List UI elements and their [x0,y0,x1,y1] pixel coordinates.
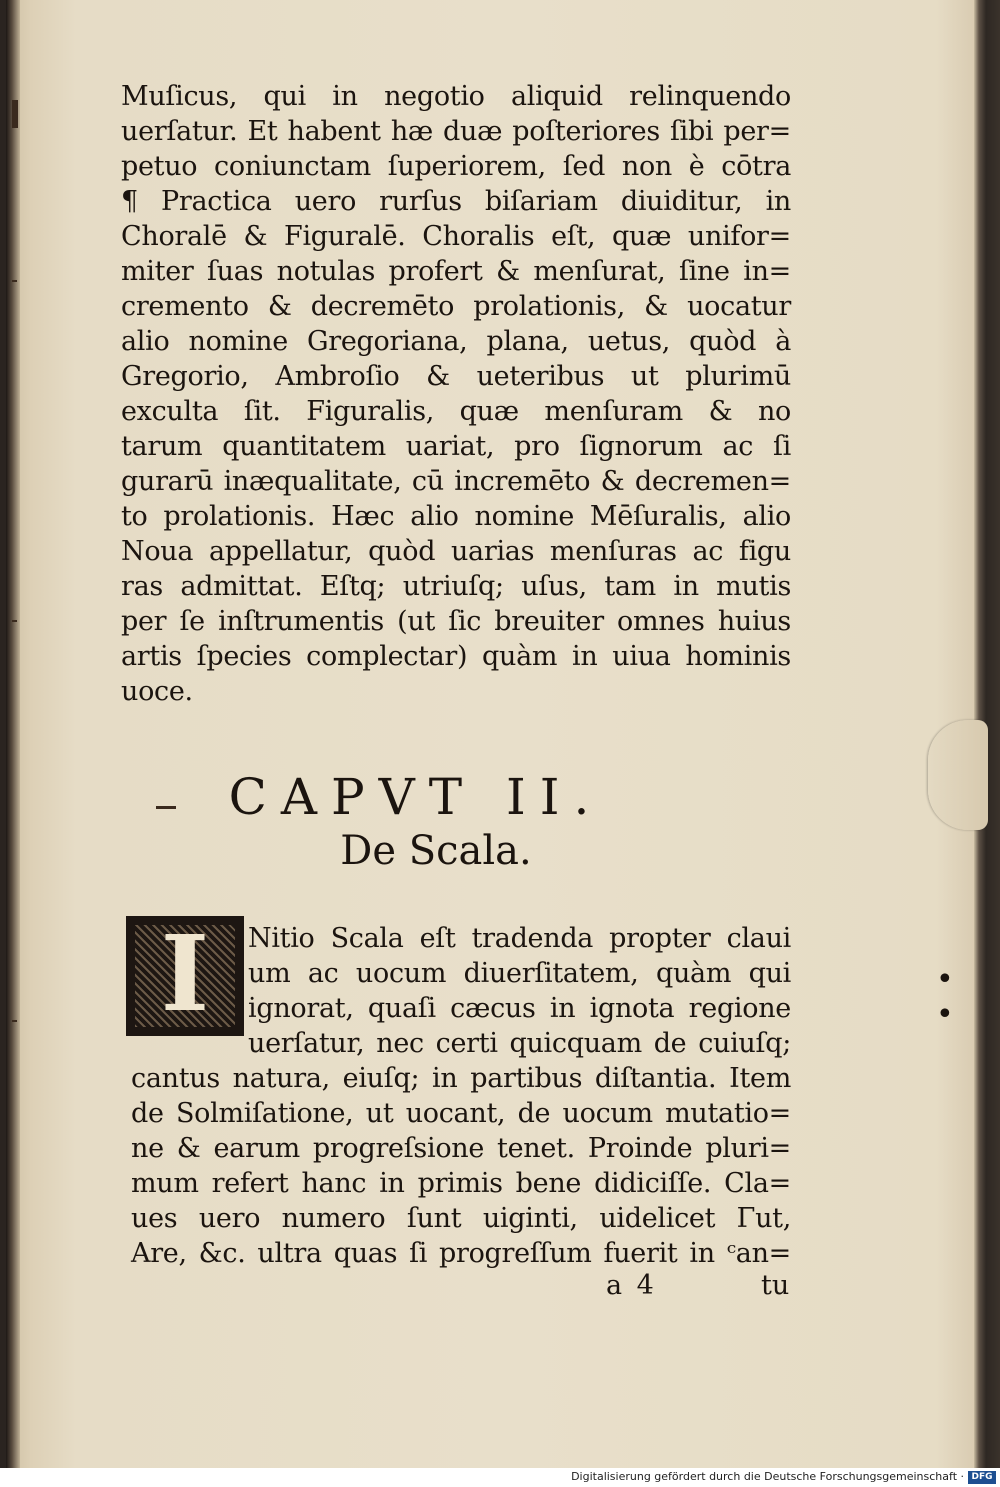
text-line: mum refert hanc in primis bene didiciſſe. Cla= [131,1168,791,1199]
text-line: de Solmiſatione, ut uocant, de uocum mutatio= [131,1098,791,1129]
book-page [6,0,978,1468]
margin-mark [12,280,17,282]
text-line: uerſatur, nec certi quicquam de cuiuſq; [248,1028,791,1059]
dfg-logo: DFG [968,1471,996,1484]
text-line: gurarū inæqualitate, cū incremēto & decremen= [121,466,791,497]
text-line: Are, &c. ultra quas ſi progreſſum fuerit in ᶜan= [131,1238,791,1269]
signature-mark: a 4 [606,1270,654,1301]
text-line: petuo coniunctam ſuperiorem, ſed non è cōtra [121,151,791,182]
digitization-footer [0,1468,1000,1487]
catchword: tu [761,1270,790,1301]
page-edge-tab [928,720,988,830]
margin-dots: • • [936,962,966,1032]
text-line: ne & earum progreſsione tenet. Proinde pluri= [131,1133,791,1164]
text-line: alio nomine Gregoriana, plana, uetus, quòd à [121,326,791,357]
text-line: per ſe inſtrumentis (ut ſic breuiter omnes huius [121,606,791,637]
chapter-heading: CAPVT II. [228,768,604,826]
text-line: cantus natura, eiuſq; in partibus diſtantia. Item [131,1063,791,1094]
text-line: tarum quantitatem uariat, pro ſignorum ac ſi [121,431,791,462]
margin-mark [12,1020,17,1022]
text-line: Nitio Scala eſt tradenda propter claui [248,923,791,954]
margin-mark [12,100,18,128]
funding-credit: Digitalisierung gefördert durch die Deutsche Forschungsgemeinschaft · [571,1470,964,1483]
text-line: ¶ Practica uero rurſus biſariam diuiditur, in [121,186,791,217]
text-line: uerſatur. Et habent hæ duæ poſteriores ſibi per= [121,116,791,147]
text-line: to prolationis. Hæc alio nomine Mēſuralis, alio [121,501,791,532]
text-line: Gregorio, Ambroſio & ueteribus ut plurimū [121,361,791,392]
text-line: Noua appellatur, quòd uarias menſuras ac figu [121,536,791,567]
decorated-initial [126,912,244,1036]
text-line: um ac uocum diuerſitatem, quàm qui [248,958,791,989]
text-line: Muſicus, qui in negotio aliquid relinquendo [121,81,791,112]
text-line: artis ſpecies complectar) quàm in uiua hominis [121,641,791,672]
text-line: cremento & decremēto prolationis, & uocatur [121,291,791,322]
text-line: uoce. [121,676,193,707]
page-gutter-shadow [6,0,20,1468]
text-line: ues uero numero ſunt uiginti, uidelicet Γut, [131,1203,791,1234]
initial-letter: I [160,912,210,1035]
text-line: exculta ſit. Figuralis, quæ menſuram & no [121,396,791,427]
text-line: ras admittat. Eſtq; utriuſq; uſus, tam in mutis [121,571,791,602]
chapter-subheading: De Scala. [340,828,532,874]
text-line: Choralē & Figuralē. Choralis eſt, quæ unifor= [121,221,791,252]
text-line: ignorat, quaſi cæcus in ignota regione [248,993,791,1024]
text-line: miter ſuas notulas profert & menſurat, ſine in= [121,256,791,287]
margin-mark [12,620,17,622]
